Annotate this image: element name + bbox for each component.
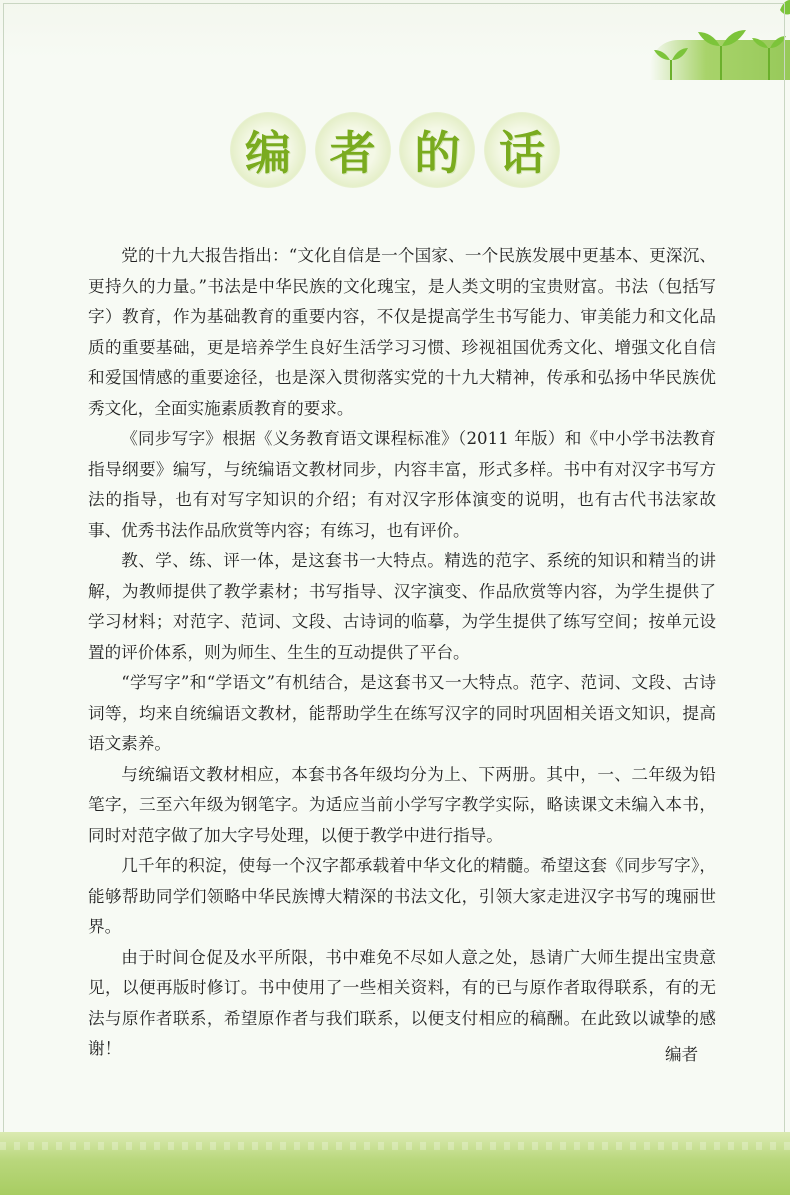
paragraph: “学写字”和“学语文”有机结合，是这套书又一大特点。范字、范词、文段、古诗词等，均来自统编语文教材，能帮助学生在练写汉字的同时巩固相关语文知识，提高语文素养。 xyxy=(88,673,716,753)
title-char: 编 xyxy=(230,112,306,188)
bottom-band xyxy=(0,1132,790,1195)
paragraph: 由于时间仓促及水平所限，书中难免不尽如人意之处，恳请广大师生提出宝贵意见，以便再版时修订。书中使用了一些相关资料，有的已与原作者取得联系，有的无法与原作者联系，希望原作者与我们联系，以便支付相应的稿酬。在此致以诚挚的感谢！ xyxy=(88,947,716,1058)
paragraph: 党的十九大报告指出：“文化自信是一个国家、一个民族发展中更基本、更深沉、更持久的力量。”书法是中华民族的文化瑰宝，是人类文明的宝贵财富。书法（包括写字）教育，作为基础教育的重要内容，不仅是提高学生书写能力、审美能力和文化品质的重要基础，更是培养学生良好生活学习习惯、珍视祖国优秀文化、增强文化自信和爱国情感的重要途径，也是深入贯彻落实党的十九大精神，传承和弘扬中华民族优秀文化，全面实施素质教育的要求。 xyxy=(88,246,716,418)
paragraph: 《同步写字》根据《义务教育语文课程标准》（2011 年版）和《中小学书法教育指导纲要》编写，与统编语文教材同步，内容丰富，形式多样。书中有对汉字书写方法的指导，也有对写字知识的介绍；有对汉字形体演变的说明，也有古代书法家故事、优秀书法作品欣赏等内容；有练习，也有评价。 xyxy=(88,429,716,540)
paragraph: 与统编语文教材相应，本套书各年级均分为上、下两册。其中，一、二年级为铅笔字，三至六年级为钢笔字。为适应当前小学写字教学实际，略读课文未编入本书，同时对范字做了加大字号处理，以便于教学中进行指导。 xyxy=(88,764,716,845)
title-char: 话 xyxy=(484,112,560,188)
paragraph: 几千年的积淀，使每一个汉字都承载着中华文化的精髓。希望这套《同步写字》，能够帮助同学们领略中华民族博大精深的书法文化，引领大家走进汉字书写的瑰丽世界。 xyxy=(88,856,716,936)
title-char: 的 xyxy=(399,112,475,188)
page-title xyxy=(230,112,560,194)
paragraph: 教、学、练、评一体，是这套书一大特点。精选的范字、系统的知识和精当的讲解，为教师提供了教学素材；书写指导、汉字演变、作品欣赏等内容，为学生提供了学习材料；对范字、范词、文段、古诗词的临摹，为学生提供了练写空间；按单元设置的评价体系，则为师生、生生的互动提供了平台。 xyxy=(88,551,716,662)
preface-body xyxy=(88,241,716,1065)
title-char: 者 xyxy=(315,112,391,188)
signature: 编者 xyxy=(665,1045,699,1064)
